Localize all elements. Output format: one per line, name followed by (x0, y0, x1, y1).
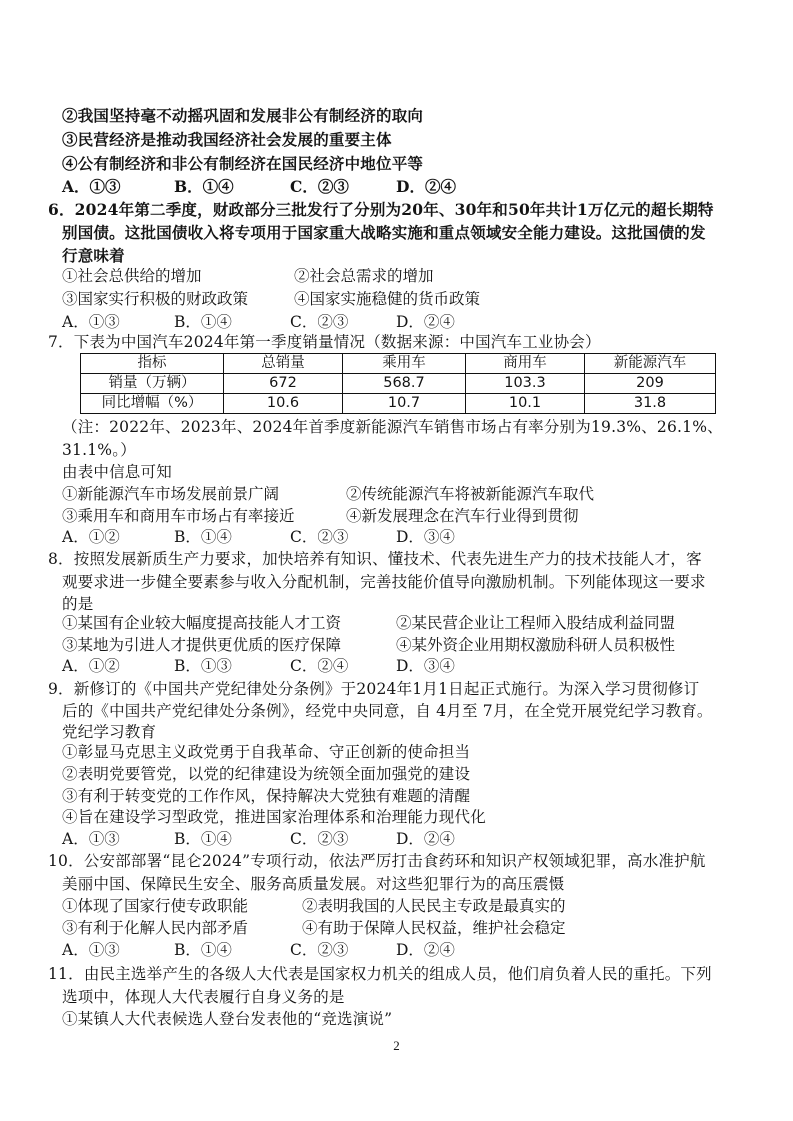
q9-statement-4: ④旨在建设学习型政党，推进国家治理体系和治理能力现代化 (62, 808, 486, 826)
q9-stem-line-3: 党纪学习教育 (62, 723, 157, 741)
q9-options (62, 828, 482, 850)
q7-option-a: A．①② (62, 528, 120, 546)
q10-options (62, 939, 482, 961)
q8-statement-1: ①某国有企业较大幅度提高技能人才工资 (62, 614, 342, 632)
q10-option-d: D．②④ (396, 941, 455, 959)
q10-statement-4: ④有助于保障人民权益，维护社会稳定 (302, 919, 566, 937)
q7-sales-table (80, 353, 716, 414)
q5-options (62, 176, 482, 198)
q5-statement-4: ④公有制经济和非公有制经济在国民经济中地位平等 (62, 154, 424, 173)
q9-stem-line-2: 后的《中国共产党纪律处分条例》，经党中央同意，自 4月至 7月，在全党开展党纪学习教育。 (62, 702, 713, 720)
q8-statement-4: ④某外资企业用期权激励科研人员积极性 (396, 636, 676, 654)
q6-statement-1: ①社会总供给的增加 (62, 267, 202, 285)
table-cell: 10.7 (343, 394, 466, 414)
q5-statement-3: ③民营经济是推动我国经济社会发展的重要主体 (62, 130, 392, 149)
q5-option-b: B．①④ (174, 177, 234, 196)
q7-statement-2: ②传统能源汽车将被新能源汽车取代 (346, 485, 595, 503)
q6-statement-3: ③国家实行积极的财政政策 (62, 290, 249, 308)
q7-stem-line-2: 由表中信息可知 (62, 463, 172, 481)
table-cell: 103.3 (466, 374, 585, 394)
table-cell: 568.7 (343, 374, 466, 394)
q9-option-c: C．②③ (290, 830, 349, 848)
q6-option-b: B．①④ (174, 313, 232, 331)
q7-statement-3: ③乘用车和商用车市场占有率接近 (62, 507, 295, 525)
q8-option-d: D．③④ (396, 657, 455, 675)
q8-statement-2: ②某民营企业让工程师入股结成利益同盟 (396, 614, 676, 632)
q8-option-b: B．①③ (174, 657, 232, 675)
q10-statements-row-1 (62, 895, 662, 917)
q6-option-a: A．①③ (62, 313, 120, 331)
q9-statement-2: ②表明党要管党，以党的纪律建设为统领全面加强党的建设 (62, 765, 471, 783)
q6-statements-row-2 (62, 288, 562, 310)
q7-statement-4: ④新发展理念在汽车行业得到贯彻 (346, 507, 579, 525)
q7-note-line-1: （注：2022年、2023年、2024年首季度新能源汽车销售市场占有率分别为19.3%、26.1%、 (62, 418, 723, 436)
q6-stem-line-3: 行意味着 (62, 246, 125, 265)
q6-statement-2: ②社会总需求的增加 (294, 267, 434, 285)
q6-option-c: C．②③ (290, 313, 349, 331)
q5-option-d: D．②④ (396, 177, 456, 196)
q8-statements-row-2 (62, 634, 702, 656)
q5-option-a: A．①③ (62, 177, 121, 196)
table-header-cell: 新能源汽车 (585, 354, 716, 374)
table-cell: 31.8 (585, 394, 716, 414)
q11-stem-line-1: 11．由民主选举产生的各级人大代表是国家权力机关的组成人员，他们肩负着人民的重托。下列 (48, 965, 712, 983)
table-header-cell: 商用车 (466, 354, 585, 374)
q11-stem-line-2: 选项中，体现人大代表履行自身义务的是 (62, 988, 345, 1006)
q8-option-c: C．②④ (290, 657, 349, 675)
q7-options (62, 526, 482, 548)
q8-option-a: A．①② (62, 657, 120, 675)
table-header-cell: 总销量 (224, 354, 343, 374)
q7-statement-1: ①新能源汽车市场发展前景广阔 (62, 485, 280, 503)
q10-option-c: C．②③ (290, 941, 349, 959)
q8-stem-line-2: 观要求进一步健全要素参与收入分配机制，完善技能价值导向激励机制。下列能体现这一要求 (62, 573, 706, 591)
q9-option-a: A．①③ (62, 830, 120, 848)
q9-statement-1: ①彰显马克思主义政党勇于自我革命、守正创新的使命担当 (62, 743, 471, 761)
table-cell: 10.6 (224, 394, 343, 414)
q8-statement-3: ③某地为引进人才提供更优质的医疗保障 (62, 636, 342, 654)
q6-stem-line-2: 别国债。这批国债收入将专项用于国家重大战略实施和重点领域安全能力建设。这批国债的发 (62, 223, 706, 242)
q10-statement-2: ②表明我国的人民民主专政是最真实的 (302, 897, 566, 915)
q10-statements-row-2 (62, 917, 662, 939)
q7-option-b: B．①④ (174, 528, 232, 546)
q7-stem-line-1: 7．下表为中国汽车2024年第一季度销量情况（数据来源：中国汽车工业协会） (48, 333, 601, 351)
q6-stem-line-1: 6．2024年第二季度，财政部分三批发行了分别为20年、30年和50年共计1万亿元的超长期特 (48, 200, 714, 219)
q6-statement-4: ④国家实施稳健的货币政策 (294, 290, 481, 308)
page-number: 2 (393, 1038, 400, 1053)
q9-stem-line-1: 9．新修订的《中国共产党纪律处分条例》于2024年1月1日起正式施行。为深入学习贯彻修订 (48, 680, 700, 698)
table-cell: 同比增幅（%） (81, 394, 224, 414)
q9-option-d: D．②④ (396, 830, 455, 848)
q7-statements-row-1 (62, 483, 622, 505)
q6-statements-row-1 (62, 265, 562, 287)
q5-option-c: C．②③ (290, 177, 349, 196)
q5-statement-2: ②我国坚持毫不动摇巩固和发展非公有制经济的取向 (62, 106, 424, 125)
table-header-cell: 指标 (81, 354, 224, 374)
table-cell: 672 (224, 374, 343, 394)
table-header-cell: 乘用车 (343, 354, 466, 374)
table-header-row (81, 354, 716, 374)
q8-statements-row-1 (62, 612, 702, 634)
q8-options (62, 655, 482, 677)
q8-stem-line-3: 的是 (62, 595, 94, 613)
q6-option-d: D．②④ (396, 313, 455, 331)
table-cell: 10.1 (466, 394, 585, 414)
q10-stem-line-2: 美丽中国、保障民生安全、服务高质量发展。对这些犯罪行为的高压震慑 (62, 875, 565, 893)
q11-statement-1: ①某镇人大代表候选人登台发表他的“竞选演说” (62, 1010, 393, 1028)
q10-option-b: B．①④ (174, 941, 232, 959)
q10-statement-1: ①体现了国家行使专政职能 (62, 897, 249, 915)
q10-option-a: A．①③ (62, 941, 120, 959)
q9-statement-3: ③有利于转变党的工作作风，保持解决大党独有难题的清醒 (62, 787, 471, 805)
q10-stem-line-1: 10．公安部部署“昆仑2024”专项行动，依法严厉打击食药环和知识产权领域犯罪，高水准护航 (48, 852, 706, 870)
q9-option-b: B．①④ (174, 830, 232, 848)
table-row (81, 394, 716, 414)
table-row (81, 374, 716, 394)
table-cell: 209 (585, 374, 716, 394)
table-cell: 销量（万辆） (81, 374, 224, 394)
q10-statement-3: ③有利于化解人民内部矛盾 (62, 919, 249, 937)
q7-statements-row-2 (62, 505, 622, 527)
q6-options (62, 311, 482, 333)
q7-option-c: C．②③ (290, 528, 349, 546)
q8-stem-line-1: 8．按照发展新质生产力要求，加快培养有知识、懂技术、代表先进生产力的技术技能人才，客 (48, 550, 702, 568)
q7-note-line-2: 31.1%。） (62, 441, 136, 459)
q7-option-d: D．③④ (396, 528, 455, 546)
